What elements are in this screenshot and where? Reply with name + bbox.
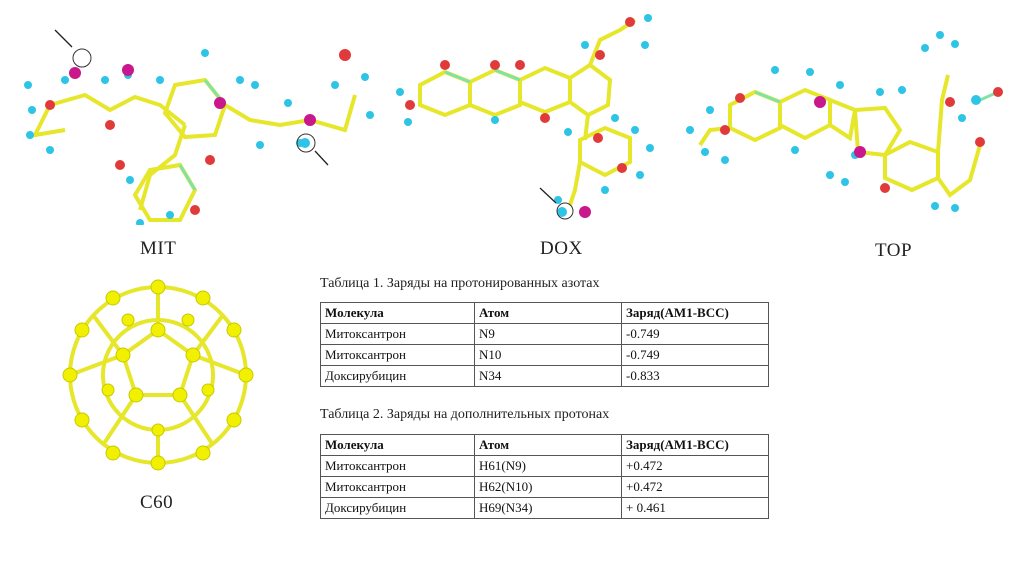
dox-molecule-image (390, 10, 680, 220)
column-header-molecule: Молекула (321, 303, 475, 324)
table-row (321, 345, 769, 366)
table2-caption: Таблица 2. Заряды на дополнительных протонах (320, 407, 610, 422)
cell-atom: H69(N34) (475, 498, 622, 519)
cell-charge: -0.749 (622, 324, 769, 345)
table1-caption: Таблица 1. Заряды на протонированных азотах (320, 276, 600, 291)
cell-molecule: Митоксантрон (321, 345, 475, 366)
column-header-atom: Атом (475, 303, 622, 324)
cell-molecule: Митоксантрон (321, 324, 475, 345)
mit-label: MIT (140, 238, 177, 259)
dox-label: DOX (540, 238, 583, 259)
top-molecule-image (680, 30, 1010, 220)
table-header-row (321, 303, 769, 324)
table-row (321, 498, 769, 519)
table2-charges-extra-protons (320, 434, 769, 519)
cell-atom: H61(N9) (475, 456, 622, 477)
cell-molecule: Митоксантрон (321, 456, 475, 477)
top-label: TOP (875, 240, 913, 261)
cell-molecule: Доксирубицин (321, 366, 475, 387)
table-header-row (321, 435, 769, 456)
cell-charge: +0.472 (622, 456, 769, 477)
cell-atom: N9 (475, 324, 622, 345)
column-header-molecule: Молекула (321, 435, 475, 456)
cell-atom: N34 (475, 366, 622, 387)
cell-atom: N10 (475, 345, 622, 366)
column-header-charge: Заряд(AM1-BCC) (622, 435, 769, 456)
table-row (321, 366, 769, 387)
table-row (321, 324, 769, 345)
cell-charge: -0.833 (622, 366, 769, 387)
cell-molecule: Митоксантрон (321, 477, 475, 498)
table-row (321, 456, 769, 477)
column-header-atom: Атом (475, 435, 622, 456)
table1-charges-protonated-nitrogens (320, 302, 769, 387)
c60-fullerene-image (58, 270, 258, 480)
cell-molecule: Доксирубицин (321, 498, 475, 519)
cell-charge: +0.472 (622, 477, 769, 498)
mit-molecule-image (10, 25, 380, 225)
cell-atom: H62(N10) (475, 477, 622, 498)
table-row (321, 477, 769, 498)
c60-label: C60 (140, 492, 174, 513)
cell-charge: + 0.461 (622, 498, 769, 519)
column-header-charge: Заряд(AM1-BCC) (622, 303, 769, 324)
cell-charge: -0.749 (622, 345, 769, 366)
